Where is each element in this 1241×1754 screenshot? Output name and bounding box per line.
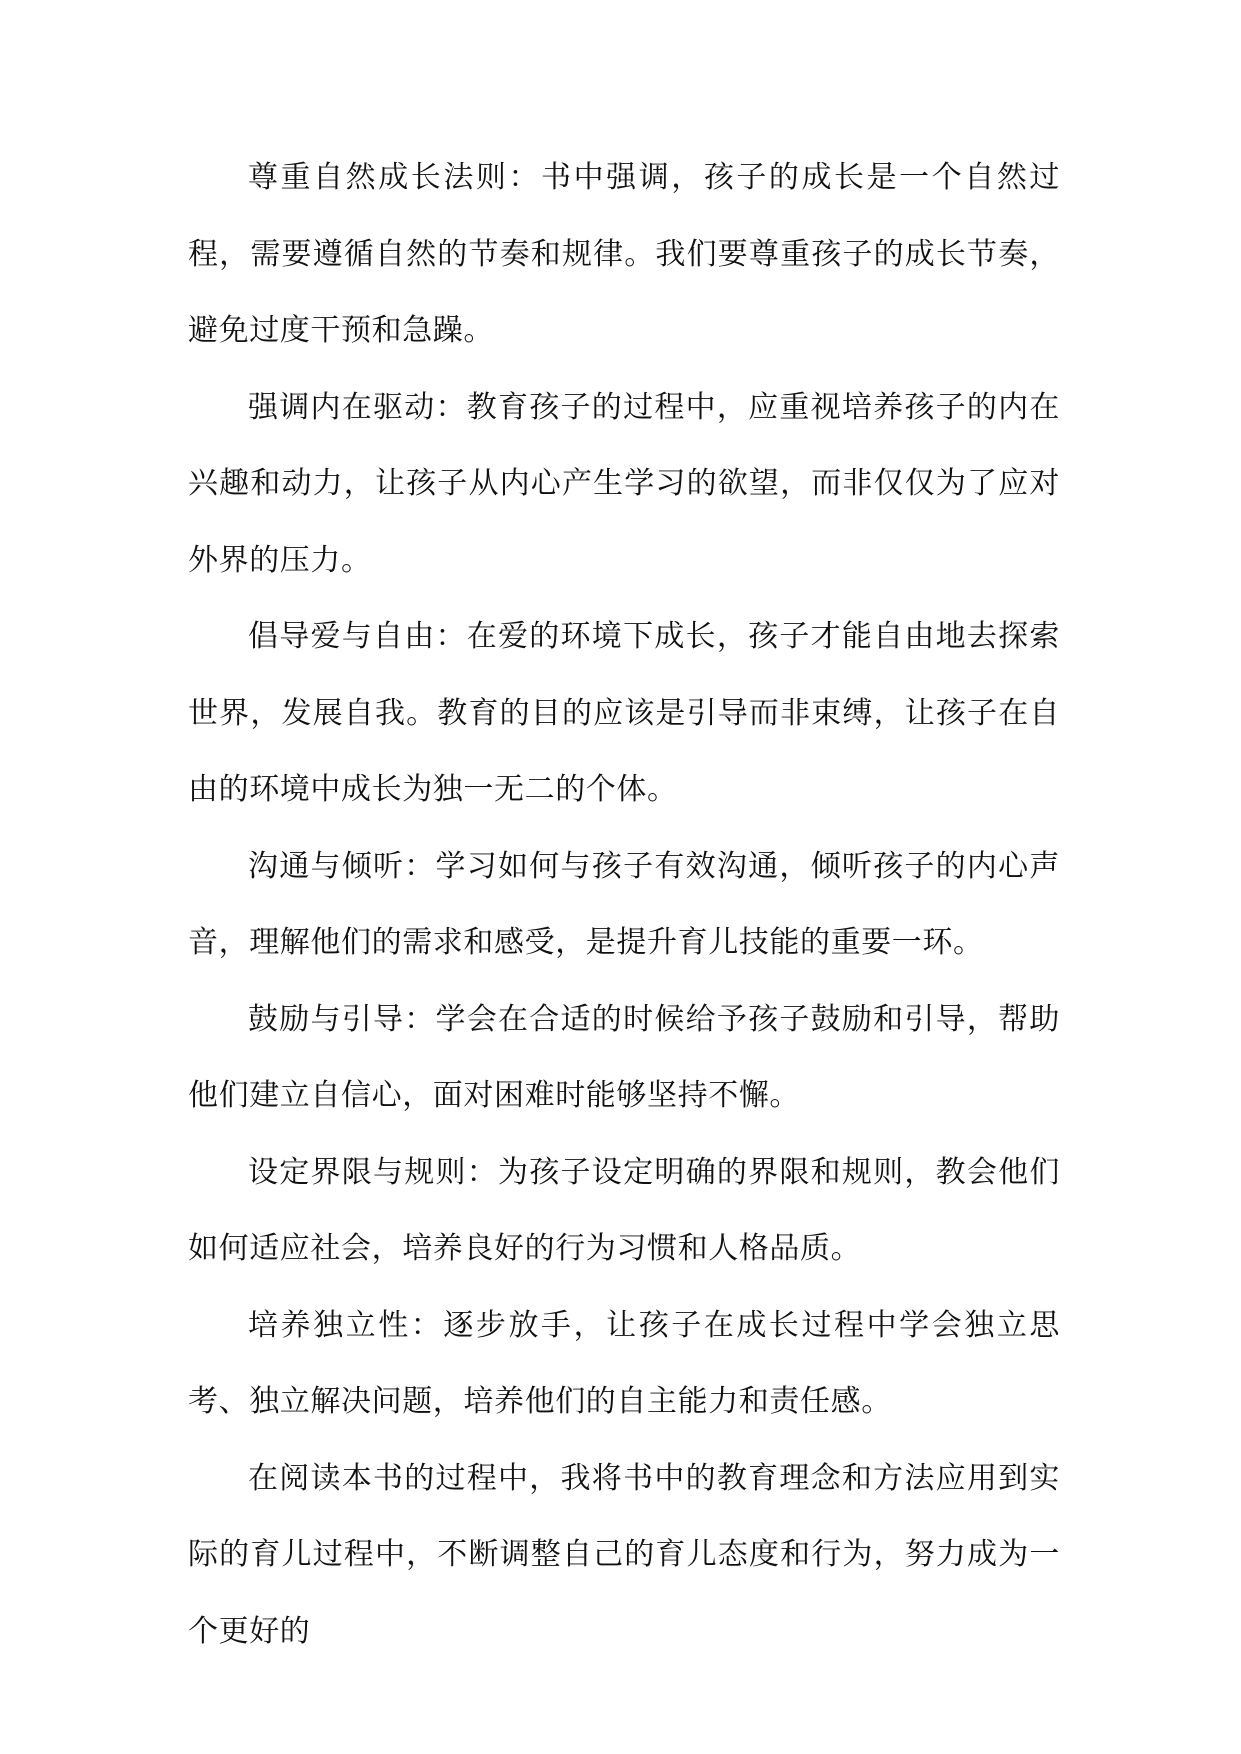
paragraph-boundaries: 设定界限与规则：为孩子设定明确的界限和规则，教会他们如何适应社会，培养良好的行为习惯和人格品质。 xyxy=(188,1154,1060,1266)
document-body xyxy=(188,140,1060,1670)
paragraph-reading-application: 在阅读本书的过程中，我将书中的教育理念和方法应用到实际的育儿过程中，不断调整自己的育儿态度和行为，努力成为一个更好的 xyxy=(188,1460,1060,1649)
paragraph-communication: 沟通与倾听：学习如何与孩子有效沟通，倾听孩子的内心声音，理解他们的需求和感受，是提升育儿技能的重要一环。 xyxy=(188,848,1060,960)
paragraph-encouragement: 鼓励与引导：学会在合适的时候给予孩子鼓励和引导，帮助他们建立自信心，面对困难时能够坚持不懈。 xyxy=(188,1001,1060,1113)
paragraph-independence: 培养独立性：逐步放手，让孩子在成长过程中学会独立思考、独立解决问题，培养他们的自主能力和责任感。 xyxy=(188,1307,1060,1419)
paragraph-love-freedom: 倡导爱与自由：在爱的环境下成长，孩子才能自由地去探索世界，发展自我。教育的目的应该是引导而非束缚，让孩子在自由的环境中成长为独一无二的个体。 xyxy=(188,619,1060,807)
paragraph-natural-growth: 尊重自然成长法则：书中强调，孩子的成长是一个自然过程，需要遵循自然的节奏和规律。我们要尊重孩子的成长节奏，避免过度干预和急躁。 xyxy=(188,160,1060,348)
paragraph-inner-drive: 强调内在驱动：教育孩子的过程中，应重视培养孩子的内在兴趣和动力，让孩子从内心产生学习的欲望，而非仅仅为了应对外界的压力。 xyxy=(188,389,1060,578)
